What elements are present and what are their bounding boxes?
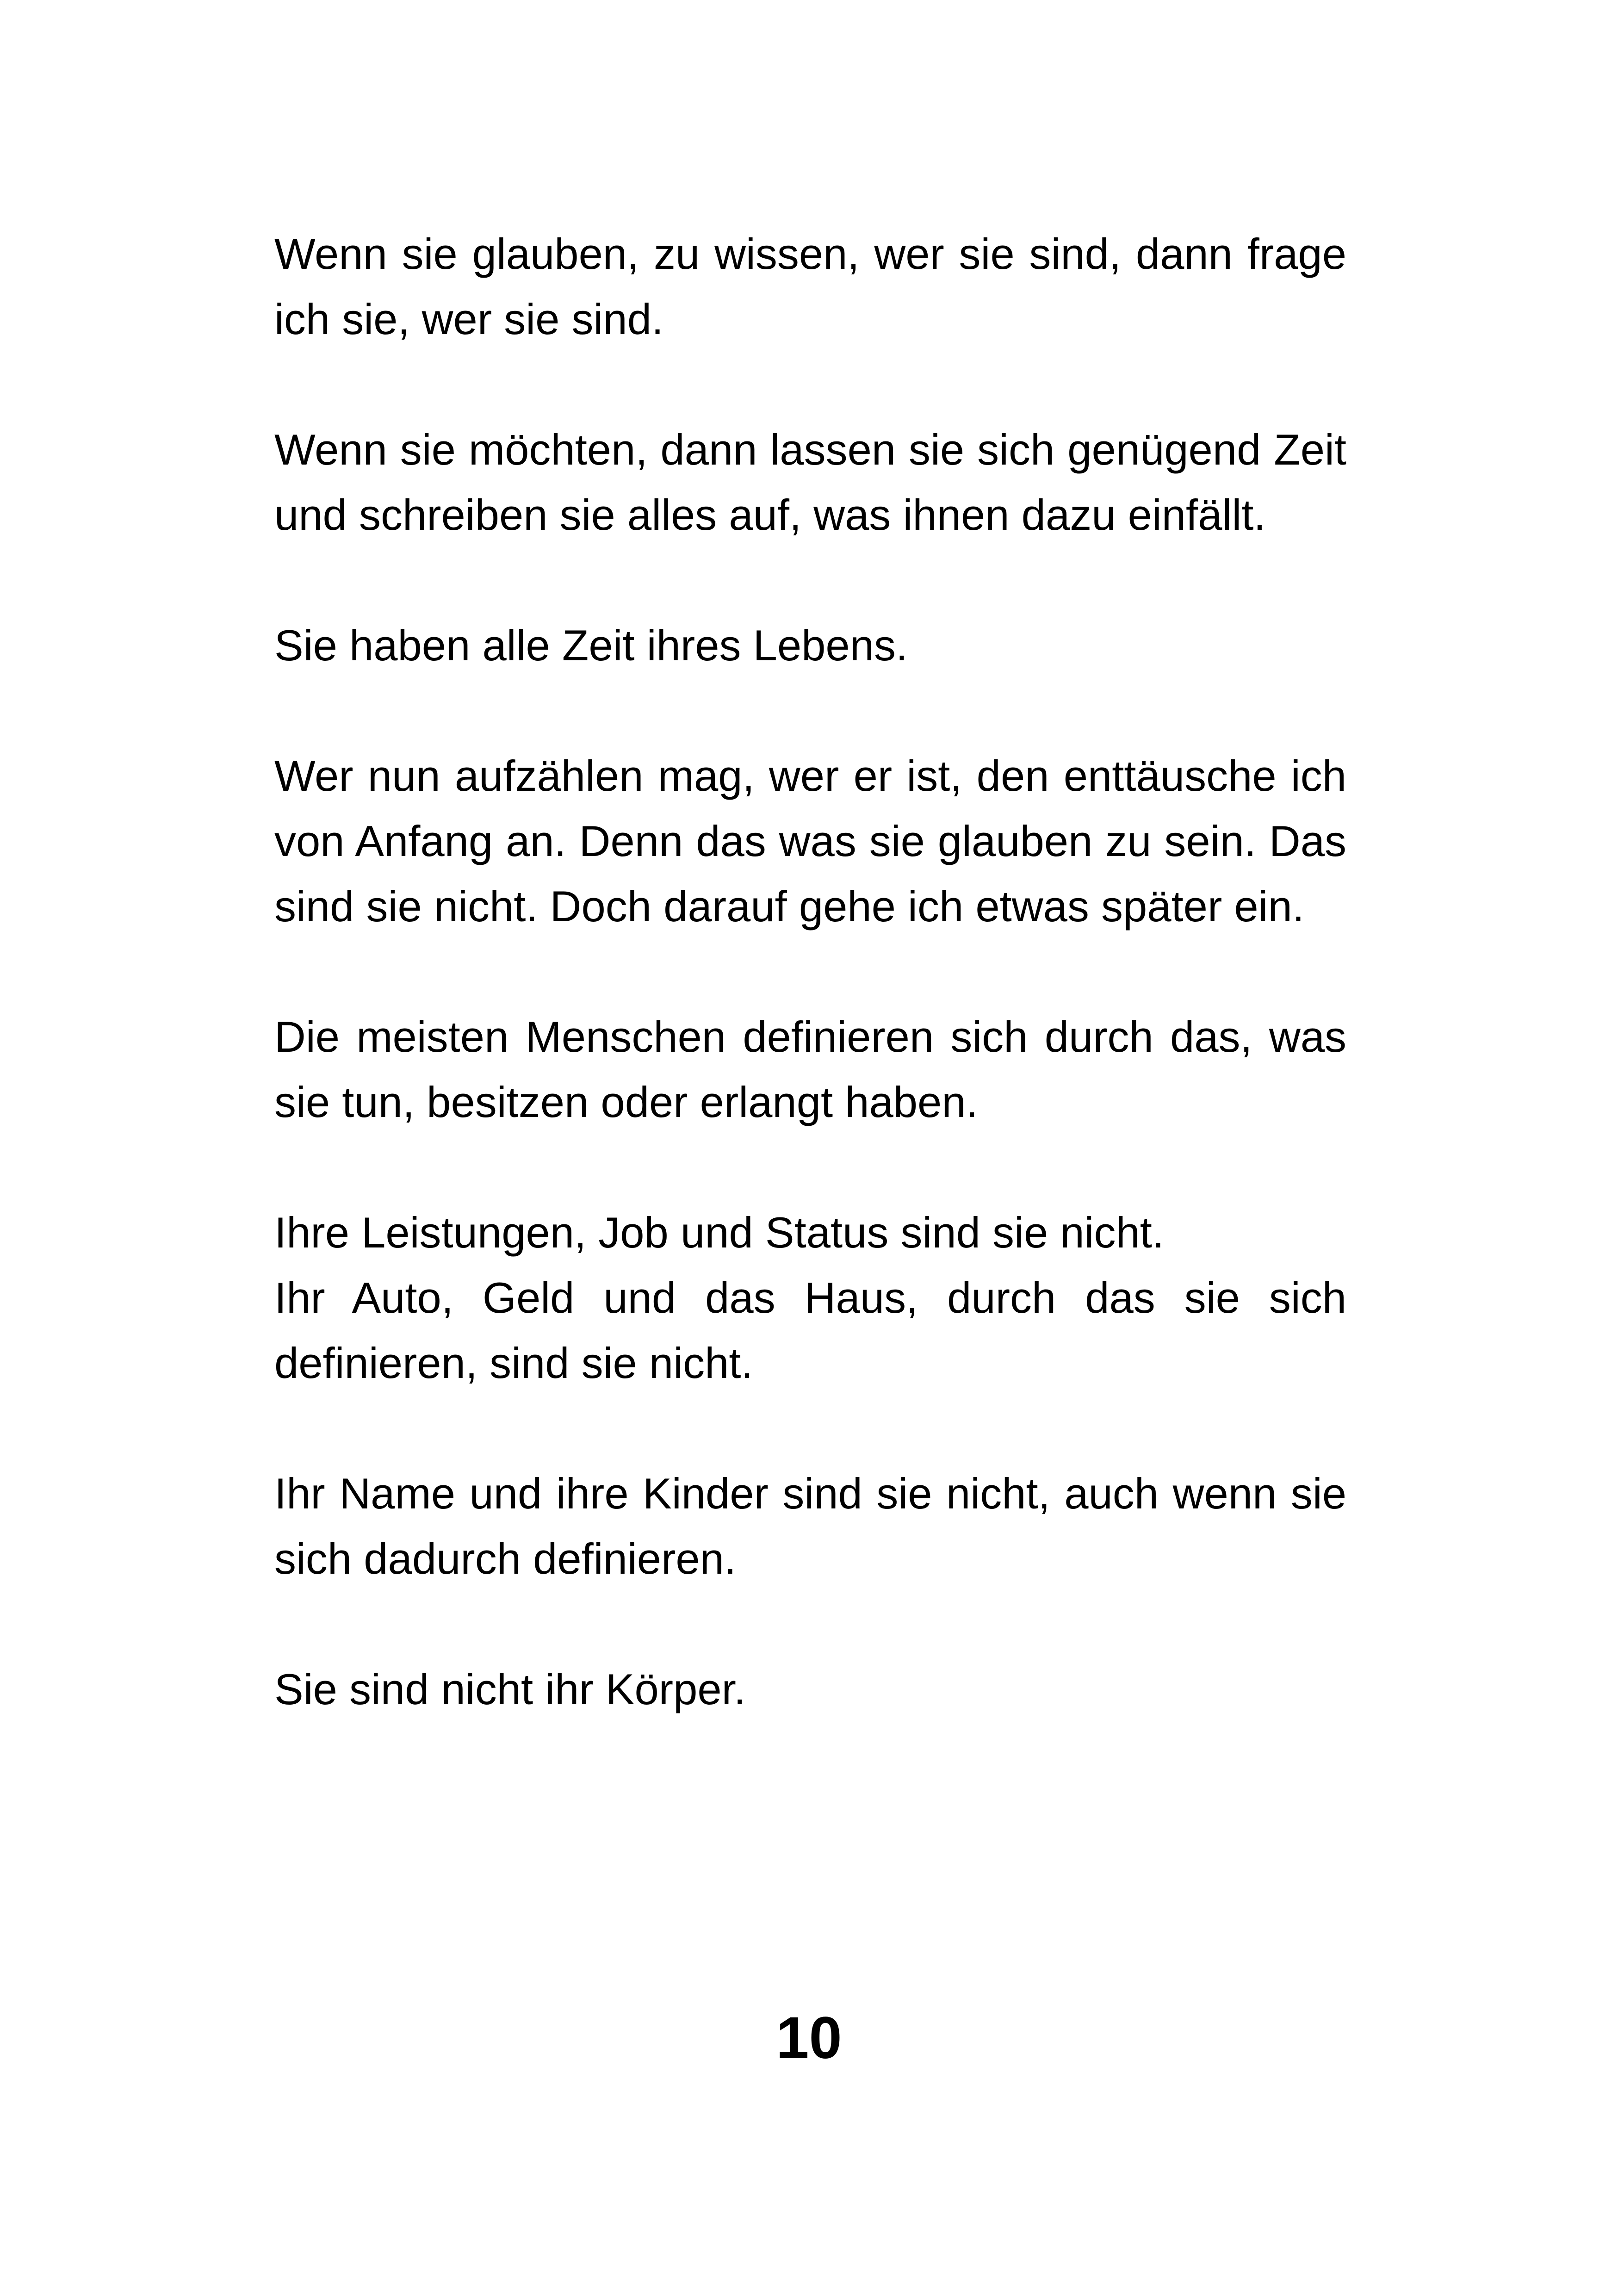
paragraph-7: Ihr Auto, Geld und das Haus, durch das sie sich definieren, sind sie nicht.: [274, 1273, 1346, 1387]
paragraph-1: Wenn sie glauben, zu wissen, wer sie sind, dann frage ich sie, wer sie sind.: [274, 230, 1346, 343]
paragraph-3: Sie haben alle Zeit ihres Lebens.: [274, 621, 908, 670]
page-number: 10: [776, 2005, 842, 2071]
paragraph-9: Sie sind nicht ihr Körper.: [274, 1665, 746, 1713]
paragraph-8: Ihr Name und ihre Kinder sind sie nicht, auch wenn sie sich dadurch definieren.: [274, 1469, 1346, 1583]
paragraph-4: Wer nun aufzählen mag, wer er ist, den enttäusche ich von Anfang an. Denn das was sie glauben zu sein. Das sind sie nicht. Doch darauf gehe ich etwas später ein.: [274, 751, 1346, 931]
body-text: [274, 221, 1346, 1722]
paragraph-6: Ihre Leistungen, Job und Status sind sie nicht.: [274, 1208, 1165, 1257]
paragraph-2: Wenn sie möchten, dann lassen sie sich genügend Zeit und schreiben sie alles auf, was ihnen dazu einfällt.: [274, 425, 1346, 539]
paragraph-5: Die meisten Menschen definieren sich durch das, was sie tun, besitzen oder erlangt haben.: [274, 1012, 1346, 1126]
